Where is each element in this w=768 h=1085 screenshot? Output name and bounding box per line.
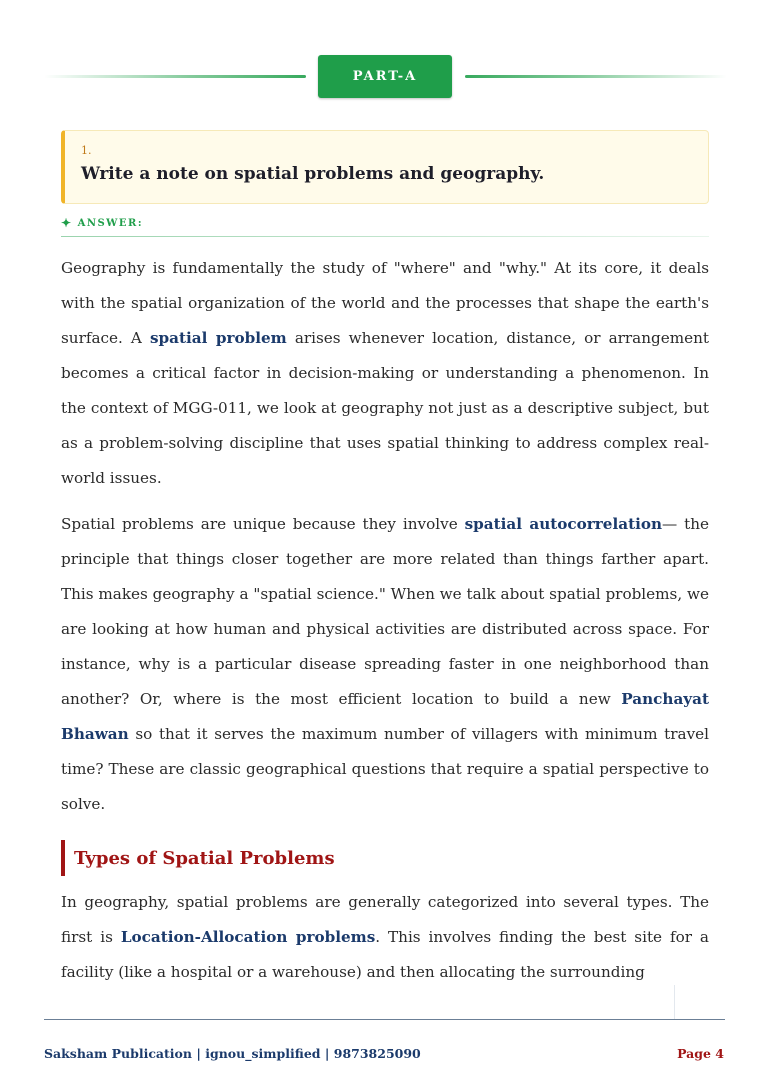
header-rule-left (44, 75, 306, 78)
question-text: Write a note on spatial problems and geography. (81, 164, 545, 184)
header-rule-right (465, 75, 727, 78)
question-box (61, 130, 709, 204)
answer-divider (61, 236, 709, 237)
term-spatial-autocorrelation: spatial autocorrelation (464, 515, 663, 533)
answer-label-text: ANSWER: (77, 217, 144, 229)
footer-divider (44, 1019, 725, 1020)
paragraph-3-text-1: In geography, spatial problems are generally categorized into several types. The first is (61, 893, 709, 946)
paragraph-2 (61, 507, 709, 822)
sparkle-icon: ✦ (61, 216, 73, 230)
paragraph-2-text-1: Spatial problems are unique because they involve (61, 515, 465, 533)
page-number: Page 4 (677, 1046, 724, 1061)
section-heading: Types of Spatial Problems (61, 840, 335, 876)
paragraph-1 (61, 251, 709, 496)
paragraph-2-text-2: — the principle that things closer together are more related than things farther apart. This makes geography a "spatial science." When we talk about spatial problems, we are looking at how human and physical activities are distributed across space. For instance, why is a particular disease spreading faster in one neighborhood than another? Or, where is the most efficient location to build a new (61, 515, 710, 708)
paragraph-3-text-2: . This involves finding the best site for a facility (like a hospital or a warehouse) and then allocating the surrounding (61, 928, 709, 981)
paragraph-3 (61, 885, 709, 990)
paragraph-2-text-3: so that it serves the maximum number of villagers with minimum travel time? These are classic geographical questions that require a spatial perspective to solve. (61, 725, 709, 813)
term-location-allocation: Location-Allocation problems (120, 928, 376, 946)
answer-label (61, 216, 143, 230)
paragraph-1-text-1: Geography is fundamentally the study of "where" and "why." At its core, it deals with the spatial organization of the world and the processes that shape the earth's surface. A (61, 259, 709, 347)
paragraph-1-text-2: arises whenever location, distance, or arrangement becomes a critical factor in decision-making or understanding a phenomenon. In the context of MGG-011, we look at geography not just as a descriptive subject, but as a problem-solving discipline that uses spatial thinking to address complex real-world issues. (61, 329, 709, 487)
term-spatial-problem: spatial problem (149, 329, 287, 347)
margin-line (674, 985, 675, 1020)
page-header (0, 55, 768, 99)
term-panchayat-bhawan: Panchayat Bhawan (61, 690, 709, 743)
part-badge: PART-A (318, 55, 452, 98)
footer-publisher: Saksham Publication | ignou_simplified | 9873825090 (44, 1046, 421, 1061)
question-number: 1. (81, 144, 92, 157)
